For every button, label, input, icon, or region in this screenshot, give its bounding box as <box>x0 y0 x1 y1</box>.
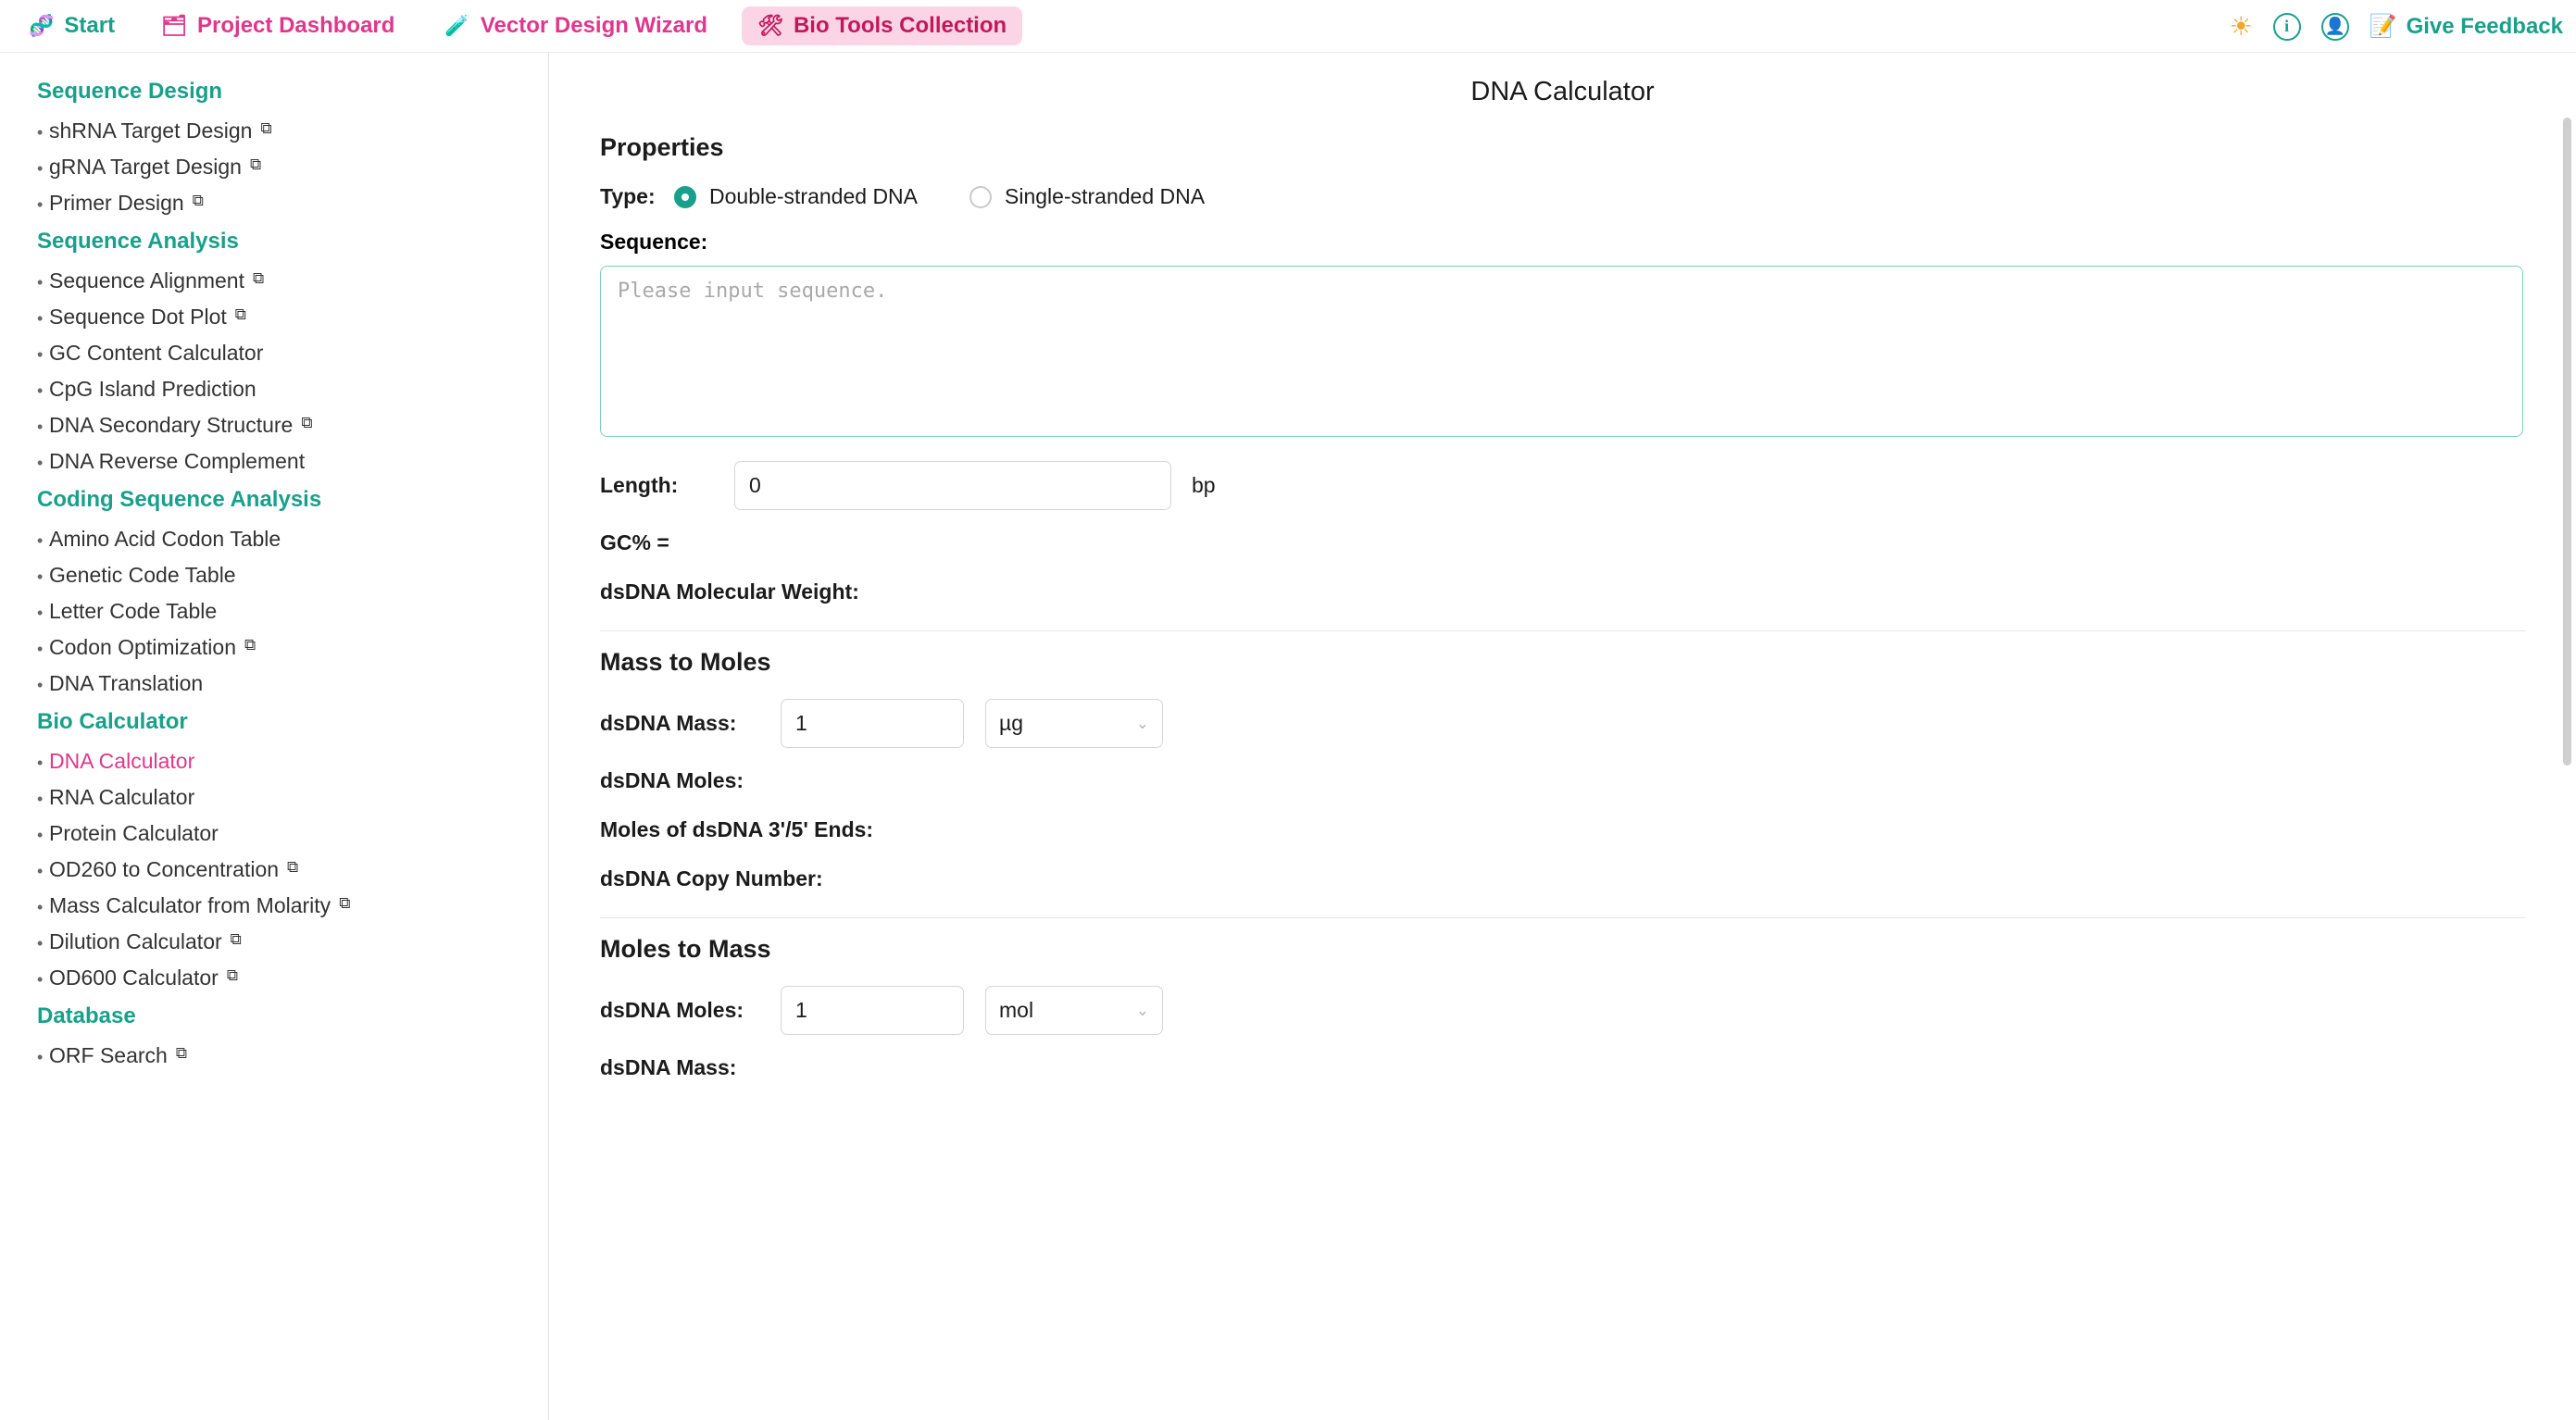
top-tab-bar <box>0 0 2576 53</box>
length-row <box>600 461 2525 510</box>
sidebar-section-database: Database <box>37 1003 136 1028</box>
divider <box>600 630 2525 631</box>
sidebar-section-sequence-design: Sequence Design <box>37 79 223 104</box>
external-link-icon: ⧉ <box>260 119 272 137</box>
external-link-icon: ⧉ <box>253 269 265 287</box>
divider <box>600 917 2525 918</box>
sidebar-item-dilution-calculator[interactable] <box>37 924 548 960</box>
sidebar-item-label: • DNA Reverse Complement <box>49 449 306 473</box>
sidebar-item-label: • Dilution Calculator <box>49 929 222 953</box>
sidebar-item-letter-code-table[interactable] <box>37 593 548 629</box>
external-link-icon: ⧉ <box>226 966 238 984</box>
sidebar-item-label: • Mass Calculator from Molarity <box>49 893 331 917</box>
sidebar-item-label: • RNA Calculator <box>49 785 195 809</box>
sidebar-section-sequence-analysis: Sequence Analysis <box>37 229 239 254</box>
scrollbar-track[interactable] <box>2561 53 2574 1420</box>
main-content <box>549 53 2576 1420</box>
sidebar-item-mass-calculator-from-molarity[interactable] <box>37 888 548 924</box>
dsdna-moles-unit-value: mol <box>999 998 1034 1022</box>
radio-label: Single-stranded DNA <box>1005 184 1206 208</box>
type-row <box>600 184 2525 209</box>
sidebar-item-label: • Protein Calculator <box>49 821 219 845</box>
sidebar-item-od600-calculator[interactable] <box>37 960 548 996</box>
sidebar-item-orf-search[interactable] <box>37 1038 548 1074</box>
tab-vector-design-wizard[interactable] <box>429 6 723 45</box>
info-icon[interactable]: i <box>2273 13 2301 41</box>
radio-dot-icon <box>674 186 696 208</box>
sun-icon[interactable]: ☀ <box>2229 11 2253 41</box>
sidebar-item-dna-calculator[interactable] <box>37 743 548 779</box>
sidebar-item-label: • DNA Secondary Structure <box>49 413 294 437</box>
dsdna-moles-row <box>600 986 2525 1035</box>
sequence-logo-icon: 🧬 <box>29 14 55 37</box>
dsdna-mass-row <box>600 699 2525 748</box>
sidebar-item-codon-optimization[interactable] <box>37 629 548 666</box>
scrollbar-thumb[interactable] <box>2563 118 2571 766</box>
sidebar-item-label: • Sequence Dot Plot <box>49 305 227 329</box>
sidebar-section-bio-calculator: Bio Calculator <box>37 709 188 734</box>
topbar-actions <box>2230 0 2563 53</box>
tools-icon: 🛠 <box>757 14 783 37</box>
sidebar-item-label: • gRNA Target Design <box>49 155 242 179</box>
external-link-icon: ⧉ <box>230 930 242 948</box>
sidebar-item-rna-calculator[interactable] <box>37 779 548 816</box>
sidebar-item-label: • OD260 to Concentration <box>49 857 280 881</box>
tab-project-dashboard[interactable] <box>145 6 410 45</box>
sidebar-item-dna-translation[interactable] <box>37 666 548 702</box>
sidebar-item-amino-acid-codon-table[interactable] <box>37 521 548 557</box>
sidebar-item-od260-to-concentration[interactable] <box>37 852 548 888</box>
radio-label: Double-stranded DNA <box>709 184 919 208</box>
sidebar-item-label: • shRNA Target Design <box>49 118 253 143</box>
sidebar-item-label: • DNA Translation <box>49 671 204 695</box>
length-input[interactable]: 0 <box>734 461 1171 510</box>
type-radio-group <box>674 184 1205 209</box>
sidebar-item-shrna-target-design[interactable] <box>37 113 548 149</box>
sidebar-item-genetic-code-table[interactable] <box>37 557 548 593</box>
tab-bio-tools-collection-label: Bio Tools Collection <box>793 13 1007 38</box>
mass-to-moles-heading: Mass to Moles <box>600 648 771 676</box>
radio-double-stranded-dna[interactable] <box>674 184 918 209</box>
tab-bio-tools-collection[interactable] <box>742 6 1022 45</box>
sidebar-item-label: • Amino Acid Codon Table <box>49 527 281 551</box>
account-icon[interactable]: 👤 <box>2321 13 2349 41</box>
radio-single-stranded-dna[interactable] <box>969 184 1205 209</box>
external-link-icon: ⧉ <box>234 305 246 323</box>
dsdna-mass-label: dsDNA Mass: <box>600 711 737 735</box>
chevron-down-icon: ⌄ <box>1135 1001 1149 1019</box>
sidebar-item-primer-design[interactable] <box>37 185 548 221</box>
dsdna-moles-unit-select[interactable] <box>985 986 1163 1035</box>
external-link-icon: ⧉ <box>192 192 204 209</box>
wizard-icon: 🧪 <box>444 14 470 37</box>
dsdna-moles-label: dsDNA Moles: <box>600 998 744 1022</box>
sequence-input[interactable]: Please input sequence. <box>600 266 2523 437</box>
dsdna-mass-result-label: dsDNA Mass: <box>600 1055 737 1079</box>
dsdna-moles-result-label: dsDNA Moles: <box>600 768 744 792</box>
dsdna-mass-input[interactable]: 1 <box>781 699 964 748</box>
sidebar-item-label: • DNA Calculator <box>49 749 195 773</box>
sidebar-item-label: • Primer Design <box>49 191 184 215</box>
dsdna-ends-moles-label: Moles of dsDNA 3'/5' Ends: <box>600 817 874 841</box>
external-link-icon: ⧉ <box>301 414 313 431</box>
tab-start[interactable] <box>13 6 131 45</box>
length-label: Length: <box>600 473 679 497</box>
sidebar-item-label: • Genetic Code Table <box>49 563 236 587</box>
external-link-icon: ⧉ <box>287 858 299 876</box>
properties-heading: Properties <box>600 133 724 161</box>
sidebar-item-sequence-alignment[interactable] <box>37 263 548 299</box>
feedback-icon: 📝 <box>2369 14 2397 39</box>
sidebar-item-cpg-island-prediction[interactable] <box>37 371 548 407</box>
sidebar-item-protein-calculator[interactable] <box>37 816 548 852</box>
sidebar-item-grna-target-design[interactable] <box>37 149 548 185</box>
type-label: Type: <box>600 184 656 208</box>
give-feedback-button[interactable] <box>2370 13 2563 40</box>
sidebar-item-dna-secondary-structure[interactable] <box>37 407 548 443</box>
sidebar-item-label: • OD600 Calculator <box>49 965 219 990</box>
sequence-label: Sequence: <box>600 230 708 254</box>
sidebar-item-label: • Letter Code Table <box>49 599 218 623</box>
tab-project-dashboard-label: Project Dashboard <box>197 13 395 38</box>
sidebar-item-label: • GC Content Calculator <box>49 341 264 365</box>
external-link-icon: ⧉ <box>244 636 256 654</box>
page-title: DNA Calculator <box>1470 77 1655 106</box>
dsdna-moles-input[interactable]: 1 <box>781 986 964 1035</box>
dsdna-mass-unit-select[interactable] <box>985 699 1163 748</box>
sidebar-item-label: • Sequence Alignment <box>49 268 244 293</box>
length-unit: bp <box>1192 473 1216 497</box>
sidebar-item-gc-content-calculator[interactable] <box>37 335 548 371</box>
dashboard-icon: 🗂 <box>161 14 188 37</box>
sidebar-section-coding-sequence-analysis: Coding Sequence Analysis <box>37 487 322 512</box>
tab-vector-design-wizard-label: Vector Design Wizard <box>480 13 708 38</box>
give-feedback-label: Give Feedback <box>2406 13 2563 39</box>
external-link-icon: ⧉ <box>249 156 262 173</box>
dsdna-molecular-weight-label: dsDNA Molecular Weight: <box>600 579 859 604</box>
external-link-icon: ⧉ <box>339 894 351 912</box>
sidebar <box>0 53 549 1420</box>
radio-dot-icon <box>969 186 992 208</box>
dsdna-copy-number-label: dsDNA Copy Number: <box>600 866 823 891</box>
external-link-icon: ⧉ <box>175 1044 187 1062</box>
gc-percent-label: GC% = <box>600 530 669 554</box>
tab-start-label: Start <box>64 13 116 38</box>
sidebar-item-dna-reverse-complement[interactable] <box>37 443 548 480</box>
sidebar-item-label: • Codon Optimization <box>49 635 236 659</box>
sidebar-item-label: • ORF Search <box>49 1043 168 1067</box>
moles-to-mass-heading: Moles to Mass <box>600 935 771 963</box>
dsdna-mass-unit-value: µg <box>999 711 1024 735</box>
chevron-down-icon: ⌄ <box>1135 714 1149 732</box>
sidebar-item-sequence-dot-plot[interactable] <box>37 299 548 335</box>
sidebar-item-label: • CpG Island Prediction <box>49 377 256 401</box>
